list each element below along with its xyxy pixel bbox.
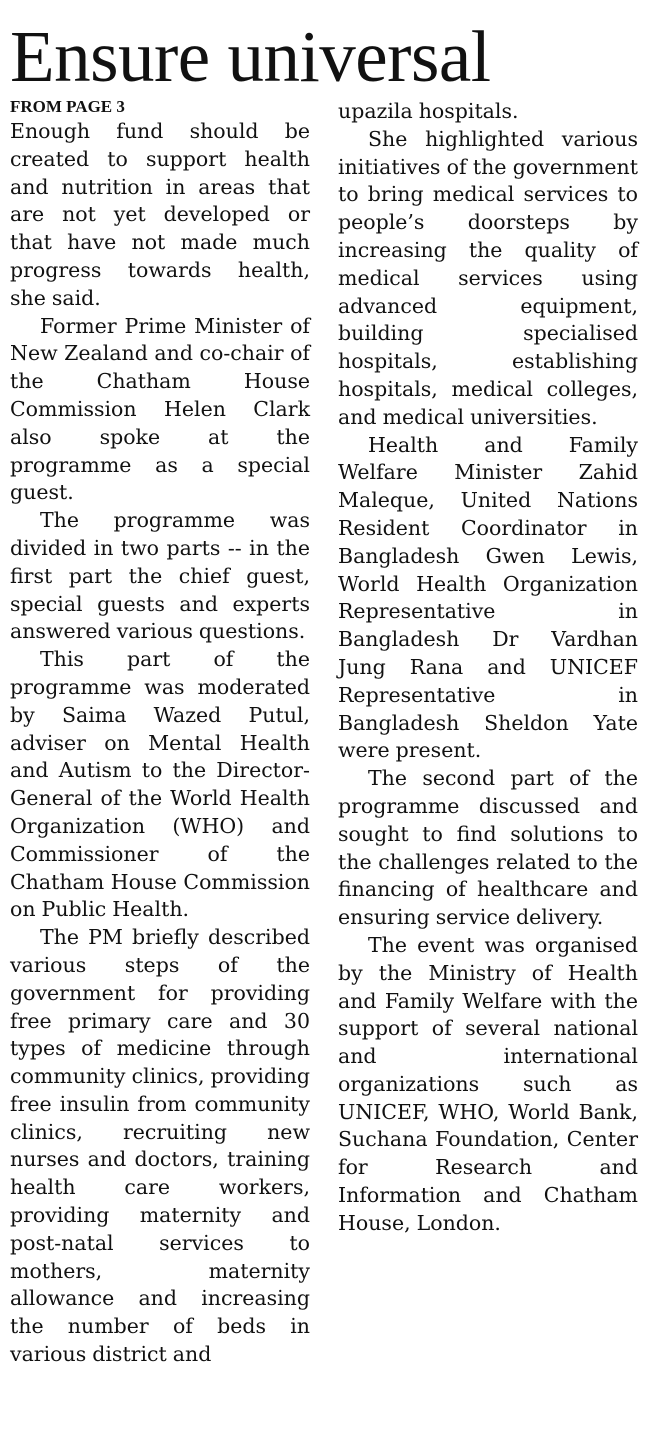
headline: Ensure universal	[10, 16, 491, 97]
paragraph: She highlighted various initiatives of the government to bring medical services to people’s doorsteps by increasing the quality of medical services using advanced equipment, building specialised hospitals, establishing hospitals, medical colleges, and medical universities.	[338, 126, 638, 429]
paragraph: The programme was divided in two parts -- in the first part the chief guest, special guests and experts answered various questions.	[10, 508, 310, 644]
right-column	[338, 98, 638, 1238]
left-column	[10, 96, 310, 1369]
paragraph: Health and Family Welfare Minister Zahid Maleque, United Nations Resident Coordinator in Bangladesh Gwen Lewis, World Health Organization Representative in Bangladesh Dr Vardhan Jung Rana and UNICEF Representative in Bangladesh Sheldon Yate were present.	[338, 432, 638, 763]
jump-line: FROM PAGE 3	[10, 97, 125, 116]
paragraph: Enough fund should be created to support health and nutrition in areas that are not yet developed or that have not made much progress towards health, she said.	[10, 119, 310, 310]
paragraph-continuation: upazila hospitals.	[338, 99, 519, 123]
paragraph: This part of the programme was moderated by Saima Wazed Putul, adviser on Mental Health and Autism to the Director-General of the World Health Organization (WHO) and Commissioner of the Chatham House Commission on Public Health.	[10, 647, 310, 922]
paragraph: The PM briefly described various steps of the government for providing free primary care and 30 types of medicine through community clinics, providing free insulin from community clinics, recruiting new nurses and doctors, training health care workers, providing maternity and post-natal services to mothers, maternity allowance and increasing the number of beds in various district and	[10, 925, 310, 1367]
paragraph: The event was organised by the Ministry of Health and Family Welfare with the support of several national and international organizations such as UNICEF, WHO, World Bank, Suchana Foundation, Center for Research and Information and Chatham House, London.	[338, 932, 638, 1235]
paragraph: Former Prime Minister of New Zealand and co-chair of the Chatham House Commission Helen Clark also spoke at the programme as a special guest.	[10, 313, 310, 505]
paragraph: The second part of the programme discussed and sought to find solutions to the challenges related to the financing of healthcare and ensuring service delivery.	[338, 766, 638, 930]
